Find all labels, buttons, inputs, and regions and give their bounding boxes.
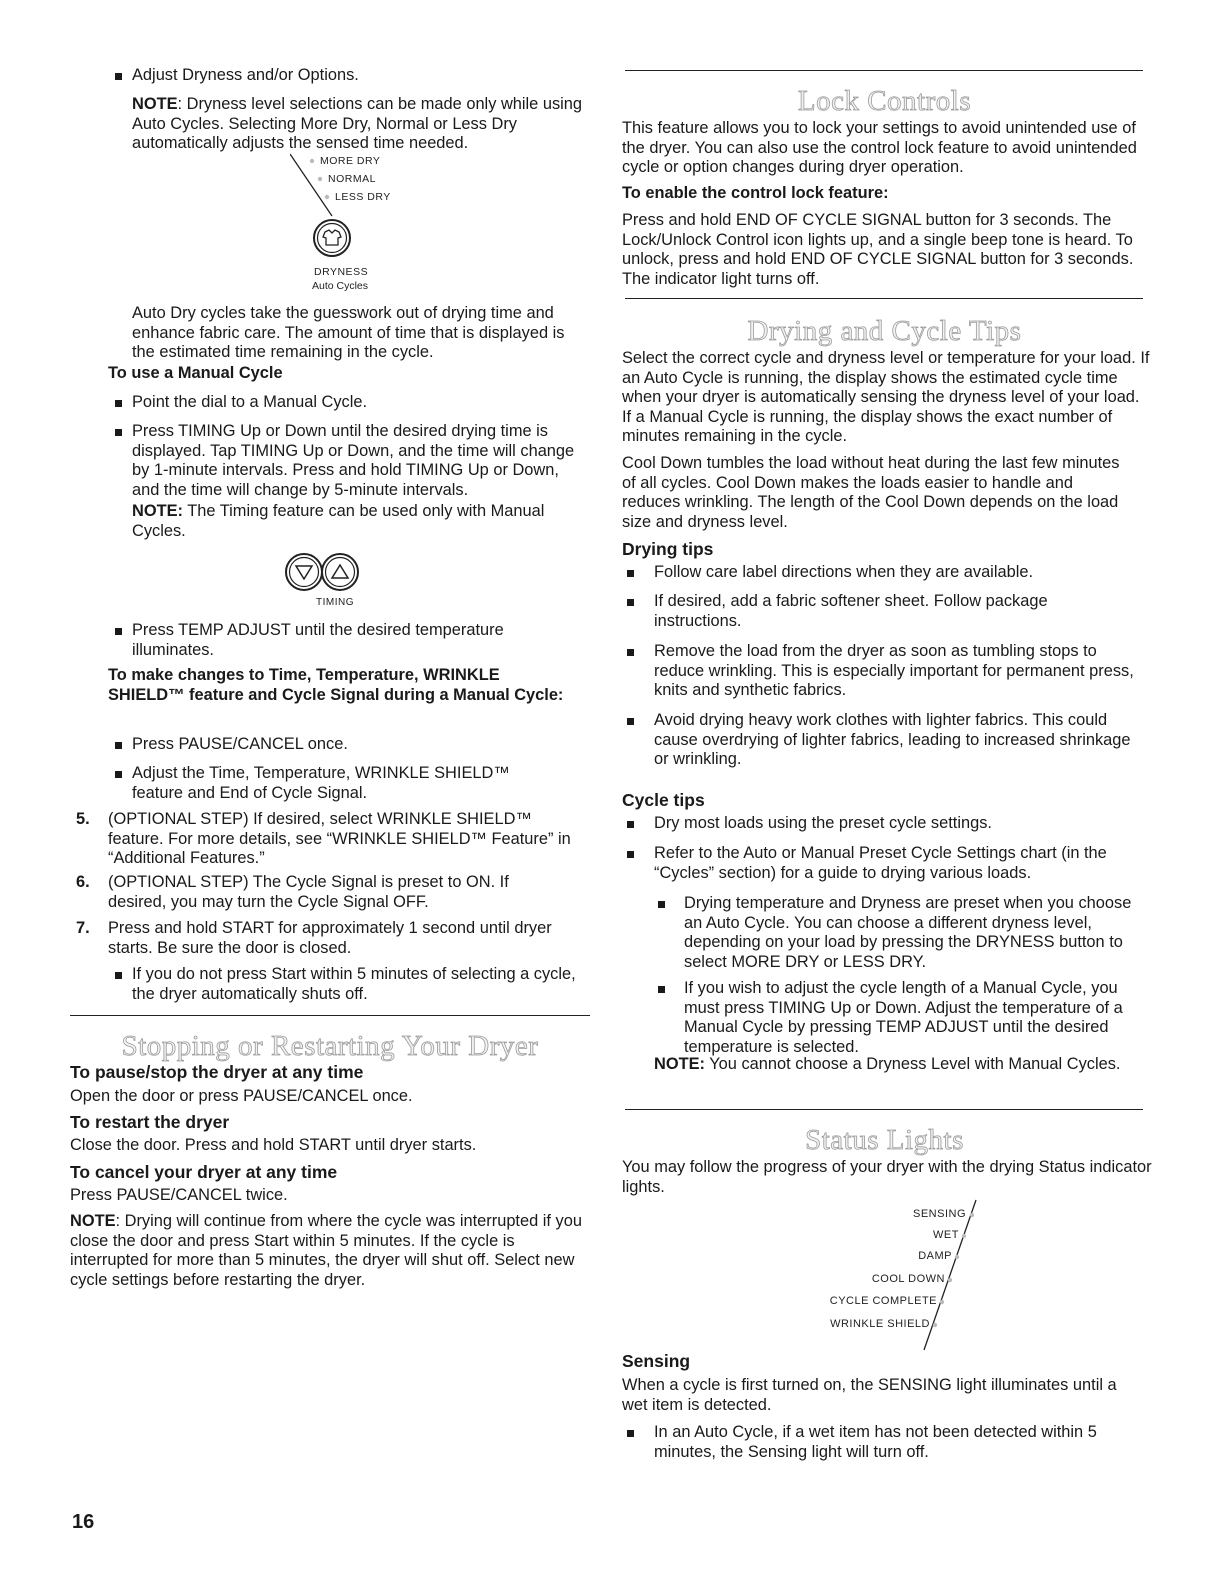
bullet-icon (627, 1430, 634, 1437)
bullet-icon (627, 570, 634, 577)
note-text: : Drying will continue from where the cycle was interrupted if you close the door and press Start within 5 minutes. If the cycle is interrupted for more than 5 minutes, the dryer will shut off. Select new cycle settings before restarting the dryer. (70, 1212, 582, 1289)
auto-cycles-label: Auto Cycles (312, 280, 369, 292)
cancel-text: Press PAUSE/CANCEL twice. (70, 1186, 288, 1204)
lock-enable-heading: To enable the control lock feature: (622, 184, 889, 202)
timing-label: TIMING (316, 597, 354, 608)
bullet-icon (627, 649, 634, 656)
cycle-tip-1: Dry most loads using the preset cycle settings. (654, 814, 992, 832)
tips-paragraph-1: Select the correct cycle and dryness level or temperature for your load. If an Auto Cycle is running, the display shows the estimated cycle time when your dryer is automatically sensing the dryness level of your load. If a Manual Cycle is running, the display shows the exact number of minutes remaining in the cycle. (622, 349, 1150, 446)
bullet-icon (115, 73, 122, 80)
cycle-complete-light-label: CYCLE COMPLETE (829, 1295, 937, 1307)
bullet-icon (627, 851, 634, 858)
auto-dry-paragraph: Auto Dry cycles take the guesswork out of drying time and enhance fabric care. The amount of time that is displayed is the estimated time remaining in the cycle. (132, 304, 565, 362)
sensing-paragraph: When a cycle is first turned on, the SENSING light illuminates until a wet item is detected. (622, 1376, 1117, 1414)
bullet-press-timing: Press TIMING Up or Down until the desired drying time is displayed. Tap TIMING Up or Down, and the time will change by 1-minute intervals. Press and hold TIMING Up or Down, and the time will change by 5-minute intervals. (132, 422, 575, 499)
section-divider (625, 70, 1143, 71)
changes-heading: To make changes to Time, Temperature, WRINKLE SHIELD™ feature and Cycle Signal during a Manual Cycle: (108, 666, 564, 704)
step-number-7: 7. (76, 919, 90, 937)
cycle-tip-2: Refer to the Auto or Manual Preset Cycle Settings chart (in the “Cycles” section) for a guide to drying various loads. (654, 844, 1107, 882)
bullet-icon (658, 986, 665, 993)
step-number-5: 5. (76, 810, 90, 828)
note-text: The Timing feature can be used only with Manual Cycles. (132, 502, 545, 540)
bullet-icon (627, 718, 634, 725)
normal-label: NORMAL (328, 173, 376, 185)
step-7: Press and hold START for approximately 1 second until dryer starts. Be sure the door is closed. (108, 919, 552, 957)
note-text: You cannot choose a Dryness Level with Manual Cycles. (705, 1055, 1121, 1073)
note-label: NOTE: (654, 1055, 705, 1073)
section-divider (625, 1109, 1143, 1110)
section-divider (70, 1015, 590, 1016)
timing-down-icon (284, 552, 324, 592)
stopping-section-title: Stopping or Restarting Your Dryer (121, 1030, 539, 1062)
status-paragraph: You may follow the progress of your dryer with the drying Status indicator lights. (622, 1158, 1152, 1196)
pause-heading: To pause/stop the dryer at any time (70, 1062, 364, 1082)
bullet-icon (627, 821, 634, 828)
damp-light-label: DAMP (918, 1250, 952, 1262)
bullet-icon (627, 599, 634, 606)
sensing-bullet: In an Auto Cycle, if a wet item has not been detected within 5 minutes, the Sensing light will turn off. (654, 1423, 1097, 1461)
bullet-point-dial: Point the dial to a Manual Cycle. (132, 393, 368, 411)
step-number-6: 6. (76, 873, 90, 891)
bullet-icon (658, 901, 665, 908)
timing-up-icon (320, 552, 360, 592)
note-label: NOTE (70, 1212, 116, 1230)
status-lights-title: Status Lights (805, 1124, 964, 1156)
lock-paragraph: This feature allows you to lock your settings to avoid unintended use of the dryer. You can also use the control lock feature to avoid unintended cycle or option changes during dryer operation. (622, 119, 1137, 177)
wrinkle-shield-light-label: WRINKLE SHIELD (830, 1318, 930, 1330)
pause-text: Open the door or press PAUSE/CANCEL once. (70, 1087, 413, 1105)
note-interrupted (70, 1212, 590, 1290)
cycle-subtip-1: Drying temperature and Dryness are preset when you choose an Auto Cycle. You can choose a different dryness level, depending on your load by pressing the DRYNESS button to select MORE DRY or LESS DRY. (684, 894, 1132, 971)
restart-heading: To restart the dryer (70, 1112, 230, 1132)
status-lights-figure (752, 1198, 1002, 1358)
more-dry-label: MORE DRY (320, 155, 381, 167)
cancel-heading: To cancel your dryer at any time (70, 1162, 338, 1182)
sensing-heading: Sensing (622, 1351, 691, 1371)
bullet-icon (115, 742, 122, 749)
bullet-adjust-dryness: Adjust Dryness and/or Options. (132, 66, 359, 84)
restart-text: Close the door. Press and hold START until dryer starts. (70, 1136, 477, 1154)
drying-tip-3: Remove the load from the dryer as soon as tumbling stops to reduce wrinkling. This is especially important for permanent press, knits and synthetic fabrics. (654, 642, 1134, 700)
cool-down-light-label: COOL DOWN (871, 1273, 945, 1285)
bullet-icon (115, 771, 122, 778)
drying-tip-4: Avoid drying heavy work clothes with lighter fabrics. This could cause overdrying of lighter fabrics, leading to increased shrinkage or wrinkling. (654, 711, 1131, 769)
bullet-icon (115, 972, 122, 979)
note-dryness-manual (654, 1055, 1124, 1075)
bullet-icon (115, 400, 122, 407)
drying-tips-heading: Drying tips (622, 539, 714, 559)
bullet-pause-once: Press PAUSE/CANCEL once. (132, 735, 348, 753)
note-label: NOTE (132, 95, 178, 113)
bullet-icon (115, 429, 122, 436)
page-number: 16 (72, 1511, 95, 1533)
cycle-subtip-2: If you wish to adjust the cycle length of a Manual Cycle, you must press TIMING Up or Down. Adjust the temperature of a Manual Cycle by pressing TEMP ADJUST until the desired temperature is selected. (684, 979, 1123, 1056)
dryness-shirt-icon (312, 218, 352, 258)
note-timing (132, 502, 590, 541)
drying-tip-1: Follow care label directions when they are available. (654, 563, 1034, 581)
manual-cycle-heading: To use a Manual Cycle (108, 364, 283, 382)
sensing-light-label: SENSING (912, 1208, 966, 1220)
note-label: NOTE: (132, 502, 183, 520)
timing-figure (280, 552, 380, 614)
section-divider (625, 298, 1143, 299)
drying-tip-2: If desired, add a fabric softener sheet. Follow package instructions. (654, 592, 1048, 630)
bullet-adjust-time: Adjust the Time, Temperature, WRINKLE SHIELD™ feature and End of Cycle Signal. (132, 764, 510, 802)
cycle-tips-heading: Cycle tips (622, 790, 705, 810)
less-dry-label: LESS DRY (335, 191, 391, 203)
dryness-label: DRYNESS (314, 266, 369, 278)
wet-light-label: WET (933, 1229, 959, 1241)
tips-paragraph-2: Cool Down tumbles the load without heat during the last few minutes of all cycles. Cool Down makes the loads easier to handle and reduces wrinkling. The length of the Cool Down depends on the load size and dryness level. (622, 454, 1120, 531)
note-dryness (132, 95, 590, 154)
note-text: : Dryness level selections can be made only while using Auto Cycles. Selecting More Dry, Normal or Less Dry automatically adjusts the sensed time needed. (132, 95, 583, 153)
step-6: (OPTIONAL STEP) The Cycle Signal is preset to ON. If desired, you may turn the Cycle Signal OFF. (108, 873, 509, 911)
bullet-temp-adjust: Press TEMP ADJUST until the desired temperature illuminates. (132, 621, 504, 659)
lock-paragraph-2: Press and hold END OF CYCLE SIGNAL button for 3 seconds. The Lock/Unlock Control icon lights up, and a single beep tone is heard. To unlock, press and hold END OF CYCLE SIGNAL button for 3 seconds. The indicator light turns off. (622, 211, 1134, 288)
bullet-start-timeout: If you do not press Start within 5 minutes of selecting a cycle, the dryer automatically shuts off. (132, 965, 576, 1003)
lock-controls-title: Lock Controls (797, 85, 972, 117)
dryness-figure (290, 152, 430, 292)
tips-section-title: Drying and Cycle Tips (747, 315, 1022, 347)
bullet-icon (115, 628, 122, 635)
step-5: (OPTIONAL STEP) If desired, select WRINKLE SHIELD™ feature. For more details, see “WRINKLE SHIELD™ Feature” in “Additional Features.” (108, 810, 571, 868)
